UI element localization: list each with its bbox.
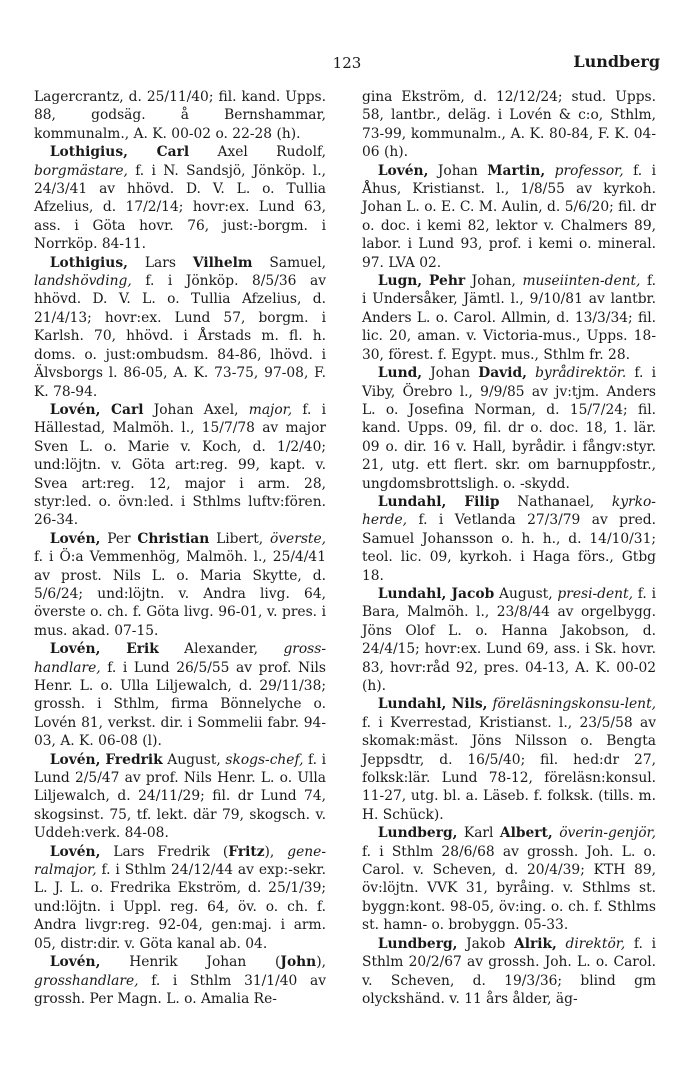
entry-name: Lundahl, Jacob <box>377 585 495 602</box>
entry-text: f. i Sthlm 20/2/67 av grossh. Joh. L. o. Carol. v. Scheven, d. 19/3/36; blind gm olyckshänd. v. 11 års ålder, äg- <box>362 935 656 1007</box>
biography-entry <box>362 493 656 585</box>
entry-name: Lugn, Pehr <box>377 273 466 290</box>
entry-occupation: presi-dent, <box>557 585 633 602</box>
entry-text: f. i Hällestad, Malmöh. l., 15/7/78 av major Sven L. o. Marie v. Koch, d. 1/2/40; und:löjtn. v. Göta art:reg. 99, kapt. v. Svea art:reg. 12, major i arm. 28, styr:led. o. övn:led. i Sthlms luftv:fören. 26-34. <box>34 401 326 529</box>
entry-given-names: Johan, <box>465 273 523 290</box>
entry-occupation: gross-handlare, <box>34 641 326 676</box>
biography-entry <box>362 364 656 493</box>
entry-occupation: byrådirektör. <box>535 365 627 382</box>
entry-text: f. i Sthlm 31/1/40 av grossh. Per Magn. L. o. Amalia Re- <box>34 972 326 1007</box>
entry-occupation: överin-genjör, <box>559 825 656 842</box>
entry-occupation: skogs-chef, <box>225 751 304 768</box>
entry-occupation: gene-ralmajor, <box>34 843 326 879</box>
biography-entry <box>362 824 656 934</box>
entry-called-name: Fritz <box>228 843 265 860</box>
biography-entry <box>34 530 326 640</box>
entry-given-names: Johan <box>428 162 488 179</box>
entry-given-names-cont <box>545 163 555 179</box>
entry-given-names: Johan Axel, <box>143 401 249 418</box>
entry-given-names: Nathanael, <box>499 493 612 510</box>
entry-given-names: Henrik Johan ( <box>100 954 281 971</box>
entry-name: Lundberg, <box>377 935 458 952</box>
entry-name: Lovén, <box>377 162 429 179</box>
entry-called-name: John <box>280 954 317 971</box>
biography-entry <box>362 272 656 364</box>
entry-called-name: Vilhelm <box>192 254 253 271</box>
biography-entry <box>362 162 656 272</box>
biography-entry <box>34 143 326 253</box>
entry-text: f. i Lund 2/5/47 av prof. Nils Henr. L. o. Ulla Liljewalch, d. 24/11/29; fil. dr Lund 74, skogsinst. 75, tf. lekt. där 79, skogsch. v. Uddeh:verk. 84-08. <box>34 751 326 842</box>
entry-name: Lovén, <box>49 530 101 547</box>
entry-occupation: överste, <box>269 530 326 547</box>
entry-occupation: grosshandlare, <box>34 972 139 989</box>
biography-entry <box>362 935 656 1009</box>
biography-entry <box>362 695 656 824</box>
entry-given-names: August, <box>494 585 558 602</box>
biography-entry <box>34 843 326 953</box>
entry-name: Lundberg, <box>377 825 458 842</box>
entry-called-name: Alrik, <box>514 935 557 952</box>
entry-name: Lovén, Erik <box>49 641 159 658</box>
entry-given-names: Johan <box>422 365 479 382</box>
entry-given-names: Lars <box>127 254 193 271</box>
entry-called-name: Martin, <box>487 162 546 179</box>
entry-occupation: professor, <box>554 162 624 179</box>
entry-text: f. i N. Sandsjö, Jönköp. l., 24/3/41 av hhövd. D. V. L. o. Tullia Afzelius, d. 17/2/14; hovr:ex. Lund 63, ass. i Göta hovr. 76, just:-borgm. i Norrköp. 84-11. <box>34 162 326 253</box>
entry-text: f. i Lund 26/5/55 av prof. Nils Henr. L. o. Ulla Liljewalch, d. 29/11/38; grossh. i Sthlm, firma Bönnelyche o. Lovén 81, verkst. dir. i Sommelii fabr. 94-03, A. K. 06-08 (l). <box>34 659 326 750</box>
entry-text: f. i Undersåker, Jämtl. l., 9/10/81 av lantbr. Anders L. o. Carol. Allmin, d. 13/3/34; fil. lic. 20, aman. v. Victoria-mus., Upps. 18-30, förest. f. Egypt. mus., Sthlm fr. 28. <box>362 273 656 363</box>
entry-text: Lagercrantz, d. 25/11/40; fil. kand. Upps. 88, godsäg. å Bernshammar, kommunalm., A. K. 00-02 o. 22-28 (h). <box>34 89 326 142</box>
page-header <box>32 52 662 76</box>
entry-given-names-cont: ), <box>316 954 326 971</box>
entry-text: f. i Ö:a Vemmenhög, Malmöh. l., 25/4/41 av prost. Nils L. o. Maria Skytte, d. 5/6/24; und:löjtn. v. Andra livg. 64, överste o. ch. f. Göta livg. 96-01, v. pres. i mus. akad. 07-15. <box>34 549 326 639</box>
biography-entry <box>34 401 326 530</box>
entry-text: f. i Jönköp. 8/5/36 av hhövd. D. V. L. o. Tullia Afzelius, d. 21/4/13; hovr:ex. Lund 57, borgm. i Karlsh. 70, hhövd. i Årstads m. fl. h. doms. o. just:ombudsm. 84-86, lhövd. i Älvsborgs l. 86-05, A. K. 73-75, 97-08, F. K. 78-94. <box>34 273 326 400</box>
entry-text: f. i Åhus, Kristianst. l., 1/8/55 av kyrkoh. Johan L. o. E. C. M. Aulin, d. 5/6/20; fil. dr o. doc. i kemi 82, lektor v. Chalmers 89, labor. i Lund 93, prof. i kemi o. mineral. 97. LVA 02. <box>362 162 657 271</box>
entry-given-names-cont <box>527 365 535 381</box>
entry-occupation: kyrko-herde, <box>362 493 656 529</box>
entry-name: Lundahl, Filip <box>377 493 500 510</box>
biography-entry <box>362 88 656 162</box>
entry-text: f. i Bara, Malmöh. l., 23/8/44 av orgelbygg. Jöns Olof L. o. Hanna Jakobson, d. 24/4/15; hovr:ex. Lund 69, ass. i Sk. hovr. 83, hovr:råd 92, pres. 04-13, A. K. 00-02 (h). <box>362 585 656 694</box>
entry-occupation: föreläsningskonsu-lent, <box>492 696 656 713</box>
biography-entry <box>34 751 326 843</box>
entry-given-names: Lars Fredrik ( <box>100 843 229 860</box>
entry-text: f. i Kverrestad, Kristianst. l., 23/5/58 av skomak:mäst. Jöns Nilsson o. Bengta Jeppsdtr, d. 16/5/40; fil. hed:dr 27, folksk:lär. Lund 78-12, föreläsn:konsul. 11-27, utg. bl. a. Läseb. f. folksk. (tills. m. H. Schück). <box>362 714 656 823</box>
entry-text: gina Ekström, d. 12/12/24; stud. Upps. 58, lantbr., deläg. i Lovén & c:o, Sthlm, 73-99, kommunalm., A. K. 80-84, F. K. 04-06 (h). <box>362 89 656 161</box>
entry-given-names: Axel Rudolf, <box>189 144 327 161</box>
biography-entry <box>34 88 326 143</box>
entry-name: Lovén, Carl <box>49 401 144 418</box>
entry-text: f. i Sthlm 28/6/68 av grossh. Joh. L. o. Carol. v. Scheven, d. 20/4/39; KTH 89, öv:löjtn. VVK 31, byråing. v. Sthlms st. byggn:kont. 98-05, öv:ing. o. ch. f. Sthlms st. hamn- o. brobyggn. 05-33. <box>362 843 656 934</box>
biography-entry <box>362 585 656 695</box>
entry-name: Lothigius, <box>49 254 128 271</box>
biography-entry <box>34 254 326 401</box>
entry-given-names: Jakob <box>457 935 515 952</box>
entry-given-names: Per <box>100 530 138 547</box>
biography-entry <box>34 640 326 750</box>
entry-given-names-cont: Libert, <box>209 530 270 547</box>
entry-given-names-cont: ), <box>264 843 288 860</box>
entry-text: f. i Viby, Örebro l., 9/9/85 av jv:tjm. Anders L. o. Josefina Norman, d. 15/7/24; fil. kand. Upps. 09, fil. dr o. doc. 18, 1. lär. 09 o. dir. 16 v. Hall, byrådir. i fångv:styr. 21, utg. ett flert. skr. om barnuppfostr., ungdomsbrottsligh. o. -skydd. <box>362 365 657 492</box>
page-number: 123 <box>332 54 362 72</box>
entry-text: f. i Sthlm 24/12/44 av exp:-sekr. L. J. L. o. Fredrika Ekström, d. 25/1/39; und:löjtn. i Uppl. reg. 64, öv. o. ch. f. Andra livgr:reg. 92-04, gen:maj. i arm. 05, distr:dir. v. Göta kanal ab. 04. <box>34 862 326 952</box>
entry-given-names: Alexander, <box>158 641 284 658</box>
entry-name: Lovén, <box>49 843 101 860</box>
entry-name: Lund, <box>377 365 423 382</box>
running-head: Lundberg <box>573 52 660 71</box>
biography-entry <box>34 953 326 1008</box>
entry-called-name: Christian <box>137 530 210 547</box>
entry-occupation: direktör, <box>565 935 626 952</box>
entry-name: Lovén, <box>49 954 101 971</box>
entry-given-names-cont: Samuel, <box>252 254 326 271</box>
entry-occupation: major, <box>248 401 293 418</box>
entry-occupation: museiinten-dent, <box>522 273 641 290</box>
left-column <box>34 88 326 1008</box>
entry-occupation: landshövding, <box>34 273 132 290</box>
entry-name: Lundahl, Nils, <box>377 696 488 713</box>
entry-given-names: Karl <box>457 825 500 842</box>
entry-name: Lovén, Fredrik <box>49 751 163 768</box>
entry-occupation: borgmästare, <box>34 162 128 179</box>
entry-called-name: David, <box>478 365 527 382</box>
right-column <box>362 88 656 1008</box>
entry-text: f. i Vetlanda 27/3/79 av pred. Samuel Johansson o. h. h., d. 14/10/31; teol. lic. 09, kyrkoh. i Haga förs., Gtbg 18. <box>362 512 656 584</box>
entry-name: Lothigius, Carl <box>49 144 190 161</box>
entry-called-name: Albert, <box>499 825 553 842</box>
entry-given-names: August, <box>162 751 226 768</box>
entry-given-names-cont <box>557 936 566 952</box>
